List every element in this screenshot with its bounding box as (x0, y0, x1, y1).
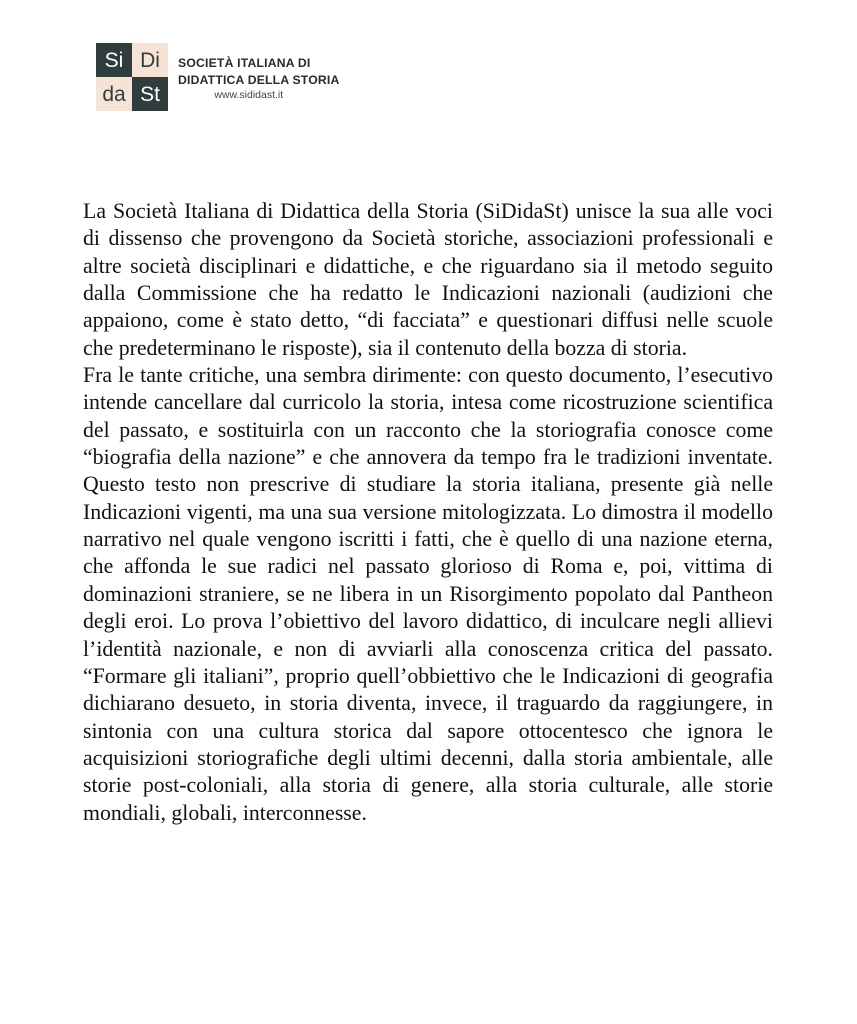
letterhead (96, 43, 339, 111)
paragraph-1: La Società Italiana di Didattica della Storia (SiDidaSt) unisce la sua alle voci di dissenso che provengono da Società storiche, associazioni professionali e altre società disciplinari e didattiche, e che riguardano sia il metodo seguito dalla Commissione che ha redatto le Indicazioni nazionali (audizioni che appaiono, come è stato detto, “di facciata” e questionari diffusi nelle scuole che predeterminano le risposte), sia il contenuto della bozza di storia. (83, 199, 773, 360)
organization-info (178, 55, 339, 101)
sididast-logo (96, 43, 168, 111)
logo-cell-di: Di (132, 43, 168, 77)
logo-cell-si: Si (96, 43, 132, 77)
document-body (83, 198, 773, 827)
org-name-line-2: DIDATTICA DELLA STORIA (178, 73, 340, 87)
logo-cell-st: St (132, 77, 168, 111)
org-name-line-1: SOCIETÀ ITALIANA DI (178, 56, 311, 70)
logo-cell-da: da (96, 77, 132, 111)
website-url: www.sididast.it (214, 89, 284, 101)
paragraph-2: Fra le tante critiche, una sembra dirimente: con questo documento, l’esecutivo intende cancellare dal curricolo la storia, intesa come ricostruzione scientifica del passato, e sostituirla con un racconto che la storiografia conosce come “biografia della nazione” e che annovera da tempo fra le tradizioni inventate. Questo testo non prescrive di studiare la storia italiana, presente già nelle Indicazioni vigenti, ma una sua versione mitologizzata. Lo dimostra il modello narrativo nel quale vengono iscritti i fatti, che è quello di una nazione eterna, che affonda le sue radici nel passato glorioso di Roma e, poi, vittima di dominazioni straniere, se ne libera in un Risorgimento popolato dal Pantheon degli eroi. Lo prova l’obiettivo del lavoro didattico, di inculcare negli allievi l’identità nazionale, e non di avviarli alla conoscenza critica del passato. “Formare gli italiani”, proprio quell’obbiettivo che le Indicazioni di geografia dichiarano desueto, in storia diventa, invece, il traguardo da raggiungere, in sintonia con una cultura storica dal sapore ottocentesco che ignora le acquisizioni storiografiche degli ultimi decenni, dalla storia ambientale, alle storie post-coloniali, alla storia di genere, alla storia culturale, alle storie mondiali, globali, interconnesse. (83, 363, 773, 825)
